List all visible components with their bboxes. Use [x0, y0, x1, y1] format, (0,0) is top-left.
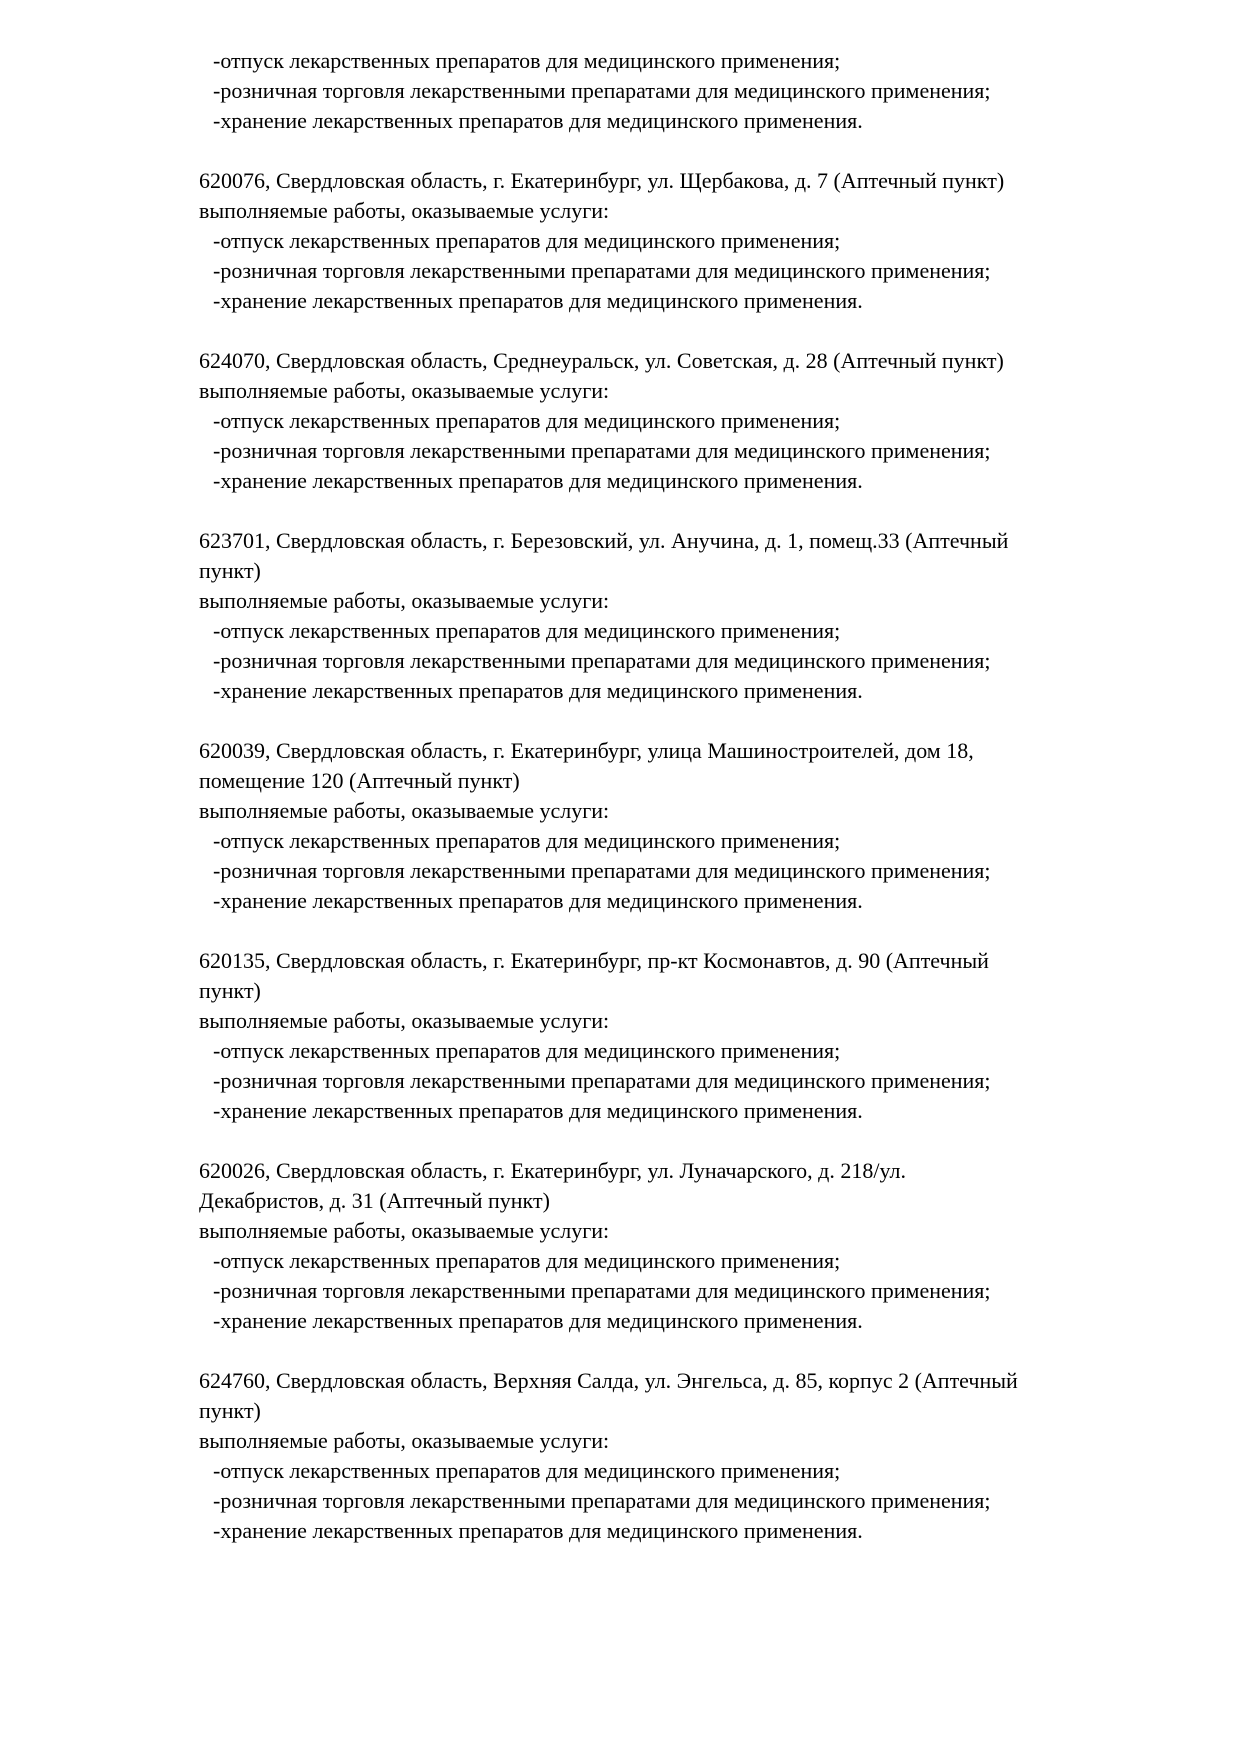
entry-address-line: 620026, Свердловская область, г. Екатеринбург, ул. Луначарского, д. 218/ул.: [199, 1158, 906, 1183]
service-item: -хранение лекарственных препаратов для медицинского применения.: [213, 678, 863, 703]
works-label: выполняемые работы, оказываемые услуги:: [199, 798, 610, 823]
license-entry: [199, 346, 1161, 496]
service-item: -розничная торговля лекарственными препаратами для медицинского применения;: [213, 1068, 991, 1093]
entry-address-line: 620039, Свердловская область, г. Екатеринбург, улица Машиностроителей, дом 18,: [199, 738, 974, 763]
entry-address-line: 624070, Свердловская область, Среднеуральск, ул. Советская, д. 28 (Аптечный пункт): [199, 348, 1004, 373]
entry-address-line: пункт): [199, 1398, 261, 1423]
service-item: -отпуск лекарственных препаратов для медицинского применения;: [213, 48, 841, 73]
entry-address-line: Декабристов, д. 31 (Аптечный пункт): [199, 1188, 550, 1213]
license-entry: [199, 1366, 1161, 1546]
service-item: -отпуск лекарственных препаратов для медицинского применения;: [213, 408, 841, 433]
entry-address-line: 620135, Свердловская область, г. Екатеринбург, пр-кт Космонавтов, д. 90 (Аптечный: [199, 948, 989, 973]
license-entry: [199, 736, 1161, 916]
service-item: -хранение лекарственных препаратов для медицинского применения.: [213, 468, 863, 493]
works-label: выполняемые работы, оказываемые услуги:: [199, 1008, 610, 1033]
entry-address-line: 620076, Свердловская область, г. Екатеринбург, ул. Щербакова, д. 7 (Аптечный пункт): [199, 168, 1005, 193]
service-item: -отпуск лекарственных препаратов для медицинского применения;: [213, 828, 841, 853]
license-entry: [199, 1156, 1161, 1336]
service-item: -отпуск лекарственных препаратов для медицинского применения;: [213, 228, 841, 253]
service-item: -хранение лекарственных препаратов для медицинского применения.: [213, 1518, 863, 1543]
service-item: -розничная торговля лекарственными препаратами для медицинского применения;: [213, 1488, 991, 1513]
works-label: выполняемые работы, оказываемые услуги:: [199, 588, 610, 613]
service-item: -розничная торговля лекарственными препаратами для медицинского применения;: [213, 258, 991, 283]
service-item: -хранение лекарственных препаратов для медицинского применения.: [213, 888, 863, 913]
service-item: -хранение лекарственных препаратов для медицинского применения.: [213, 1308, 863, 1333]
service-item: -хранение лекарственных препаратов для медицинского применения.: [213, 1098, 863, 1123]
service-item: -отпуск лекарственных препаратов для медицинского применения;: [213, 618, 841, 643]
works-label: выполняемые работы, оказываемые услуги:: [199, 1428, 610, 1453]
service-item: -розничная торговля лекарственными препаратами для медицинского применения;: [213, 438, 991, 463]
service-item: -отпуск лекарственных препаратов для медицинского применения;: [213, 1248, 841, 1273]
entry-address-line: 624760, Свердловская область, Верхняя Салда, ул. Энгельса, д. 85, корпус 2 (Аптечный: [199, 1368, 1018, 1393]
entry-address-line: пункт): [199, 558, 261, 583]
service-item: -розничная торговля лекарственными препаратами для медицинского применения;: [213, 858, 991, 883]
entry-address-line: пункт): [199, 978, 261, 1003]
license-entry: [199, 166, 1161, 316]
services-intro-block: [199, 46, 1161, 136]
works-label: выполняемые работы, оказываемые услуги:: [199, 198, 610, 223]
license-entry: [199, 946, 1161, 1126]
service-item: -отпуск лекарственных препаратов для медицинского применения;: [213, 1458, 841, 1483]
service-item: -розничная торговля лекарственными препаратами для медицинского применения;: [213, 78, 991, 103]
works-label: выполняемые работы, оказываемые услуги:: [199, 378, 610, 403]
service-item: -розничная торговля лекарственными препаратами для медицинского применения;: [213, 1278, 991, 1303]
entry-address-line: 623701, Свердловская область, г. Березовский, ул. Анучина, д. 1, помещ.33 (Аптечный: [199, 528, 1009, 553]
service-item: -хранение лекарственных препаратов для медицинского применения.: [213, 288, 863, 313]
entry-address-line: помещение 120 (Аптечный пункт): [199, 768, 520, 793]
works-label: выполняемые работы, оказываемые услуги:: [199, 1218, 610, 1243]
service-item: -розничная торговля лекарственными препаратами для медицинского применения;: [213, 648, 991, 673]
license-entry: [199, 526, 1161, 706]
service-item: -отпуск лекарственных препаратов для медицинского применения;: [213, 1038, 841, 1063]
service-item: -хранение лекарственных препаратов для медицинского применения.: [213, 108, 863, 133]
